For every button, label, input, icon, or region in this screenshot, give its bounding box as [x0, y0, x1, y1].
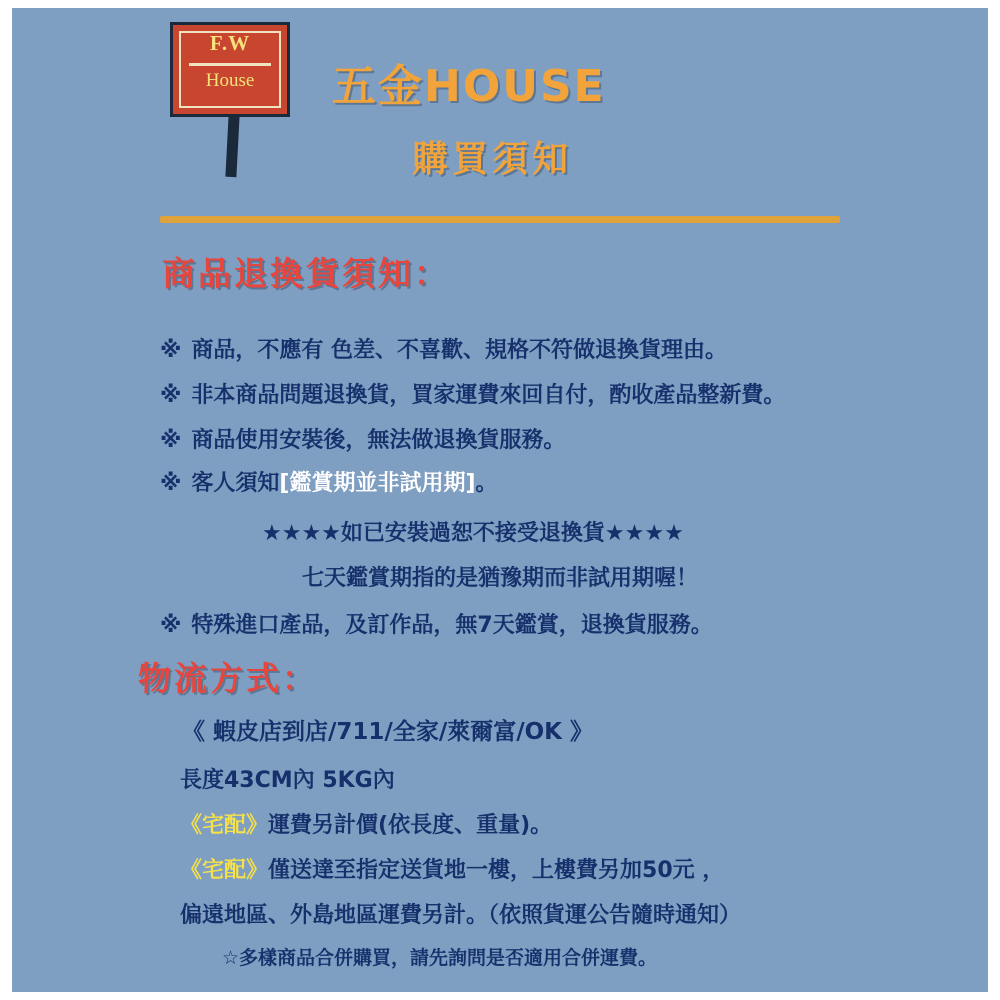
- sign-post-icon: [225, 115, 239, 177]
- return-policy-item-4-prefix: 客人須知: [191, 471, 280, 496]
- bullet-mark: ※: [160, 428, 182, 453]
- return-policy-item-5-text: 特殊進口產品，及訂作品，無7天鑑賞，退換貨服務。: [191, 613, 713, 638]
- return-policy-star-note: [262, 516, 684, 547]
- sign-fw-text: F.W: [209, 31, 251, 55]
- purchase-notice-poster: [12, 8, 988, 992]
- poster-header: [12, 8, 988, 208]
- bullet-mark: ※: [160, 471, 182, 496]
- bullet-mark: ※: [160, 613, 182, 638]
- shipping-store-line: 《 蝦皮店到店/711/全家/萊爾富/OK 》: [182, 719, 594, 745]
- store-sign-logo: [170, 22, 290, 117]
- return-policy-item-1-text: 商品，不應有 色差、不喜歡、規格不符做退換貨理由。: [191, 338, 728, 363]
- bullet-mark: ※: [160, 383, 182, 408]
- header-divider: [160, 216, 840, 223]
- home-delivery-tag: 《宅配》: [180, 858, 269, 883]
- shipping-home-limit-text: 僅送達至指定送貨地一樓，上樓費另加50元 ，: [268, 858, 725, 883]
- sign-divider: [189, 63, 271, 66]
- sign-house-text: House: [205, 70, 255, 91]
- shipping-heading: 物流方式：: [138, 659, 318, 698]
- return-policy-item-4: [160, 466, 498, 497]
- bullet-mark: ※: [160, 338, 182, 363]
- return-policy-item-2-text: 非本商品問題退換貨，買家運費來回自付，酌收產品整新費。: [191, 383, 786, 408]
- stars-right-icon: ★★★★: [604, 521, 684, 546]
- shipping-home-fee-line: [180, 808, 552, 839]
- return-policy-item-4-suffix: 。: [475, 471, 498, 496]
- return-policy-item-1: [160, 333, 727, 364]
- shipping-size-line: 長度43CM內 5KG內: [180, 768, 395, 793]
- page-subtitle: 購買須知: [412, 139, 573, 180]
- stars-left-icon: ★★★★: [262, 521, 341, 546]
- return-policy-heading: 商品退換貨須知：: [162, 254, 450, 293]
- shipping-combine-line: ☆多樣商品合併購買，請先詢問是否適用合併運費。: [222, 947, 658, 969]
- return-policy-item-5: [160, 608, 713, 639]
- star-note-text: 如已安裝過恕不接受退換貨: [340, 521, 605, 546]
- shipping-home-limit-line: [180, 853, 724, 884]
- shipping-home-fee-text: 運費另計價(依長度、重量)。: [268, 813, 553, 838]
- return-policy-item-4-highlight: [鑑賞期並非試用期]: [279, 471, 476, 496]
- seven-day-note: 七天鑑賞期指的是猶豫期而非試用期喔！: [302, 566, 699, 591]
- return-policy-item-3: [160, 423, 565, 454]
- return-policy-item-2: [160, 378, 785, 409]
- return-policy-item-3-text: 商品使用安裝後，無法做退換貨服務。: [191, 428, 566, 453]
- brand-title: 五金HOUSE: [332, 61, 606, 112]
- shipping-remote-line: 偏遠地區、外島地區運費另計。（依照貨運公告隨時通知）: [180, 903, 742, 928]
- home-delivery-tag: 《宅配》: [180, 813, 269, 838]
